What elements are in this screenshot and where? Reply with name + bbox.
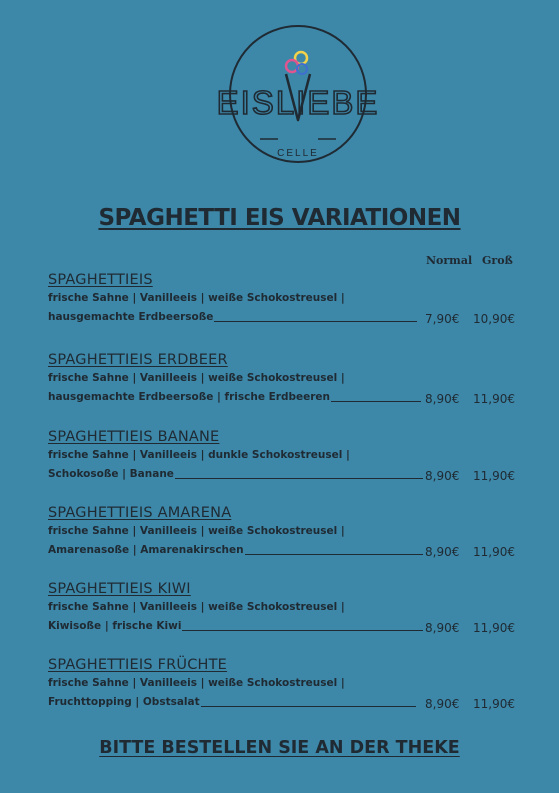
logo-brand: EISLIEBE [216,84,380,121]
menu-item-ingredients-2: hausgemachte Erdbeersoße | frische Erdbeeren [48,391,331,403]
menu-item [48,581,528,635]
menu-item-title: SPAGHETTIEIS ERDBEER [48,352,228,368]
menu-item-ingredients-2: hausgemachte Erdbeersoße [48,311,214,323]
logo-city: CELLE [277,148,319,159]
leader-line [182,630,423,631]
logo [210,22,386,170]
leader-line [214,321,417,322]
menu-item-ingredients-2: Fruchttopping | Obstsalat [48,696,200,708]
menu-item-ingredients: frische Sahne | Vanilleeis | weiße Schokostreusel | [48,525,345,537]
leader-line [331,401,421,402]
column-header-normal: Normal [426,254,473,267]
price-gross: 11,90€ [473,469,515,483]
price-normal: 8,90€ [425,469,460,483]
menu-item-title: SPAGHETTIEIS BANANE [48,429,220,445]
menu-item-ingredients-2: Kiwisoße | frische Kiwi [48,620,182,632]
menu-item-ingredients: frische Sahne | Vanilleeis | weiße Schokostreusel | [48,372,345,384]
price-normal: 7,90€ [425,312,460,326]
menu-item-ingredients: frische Sahne | Vanilleeis | dunkle Schokostreusel | [48,449,350,461]
menu-item-ingredients: frische Sahne | Vanilleeis | weiße Schokostreusel | [48,677,345,689]
menu-item [48,429,528,483]
menu-item [48,352,528,406]
price-gross: 11,90€ [473,545,515,559]
price-gross: 11,90€ [473,621,515,635]
page-title: SPAGHETTI EIS VARIATIONEN [98,205,461,231]
order-notice: BITTE BESTELLEN SIE AN DER THEKE [99,738,460,758]
price-gross: 11,90€ [473,697,515,711]
leader-line [245,554,423,555]
column-header-gross: Groß [482,254,513,267]
menu-item-title: SPAGHETTIEIS FRÜCHTE [48,657,228,673]
menu-item-title: SPAGHETTIEIS [48,272,153,288]
menu-item [48,657,528,711]
price-gross: 11,90€ [473,392,515,406]
menu-item-ingredients-2: Amarenasoße | Amarenakirschen [48,544,244,556]
menu-item-title: SPAGHETTIEIS AMARENA [48,505,232,521]
price-normal: 8,90€ [425,697,460,711]
menu-item-ingredients-2: Schokosoße | Banane [48,468,174,480]
menu-item [48,272,528,326]
leader-line [175,478,423,479]
leader-line [201,706,416,707]
menu-item [48,505,528,559]
logo-ice-cream-icon [210,22,386,170]
price-gross: 10,90€ [473,312,515,326]
menu-item-ingredients: frische Sahne | Vanilleeis | weiße Schokostreusel | [48,292,345,304]
price-normal: 8,90€ [425,545,460,559]
menu-item-title: SPAGHETTIEIS KIWI [48,581,191,597]
price-normal: 8,90€ [425,392,460,406]
price-normal: 8,90€ [425,621,460,635]
menu-item-ingredients: frische Sahne | Vanilleeis | weiße Schokostreusel | [48,601,345,613]
